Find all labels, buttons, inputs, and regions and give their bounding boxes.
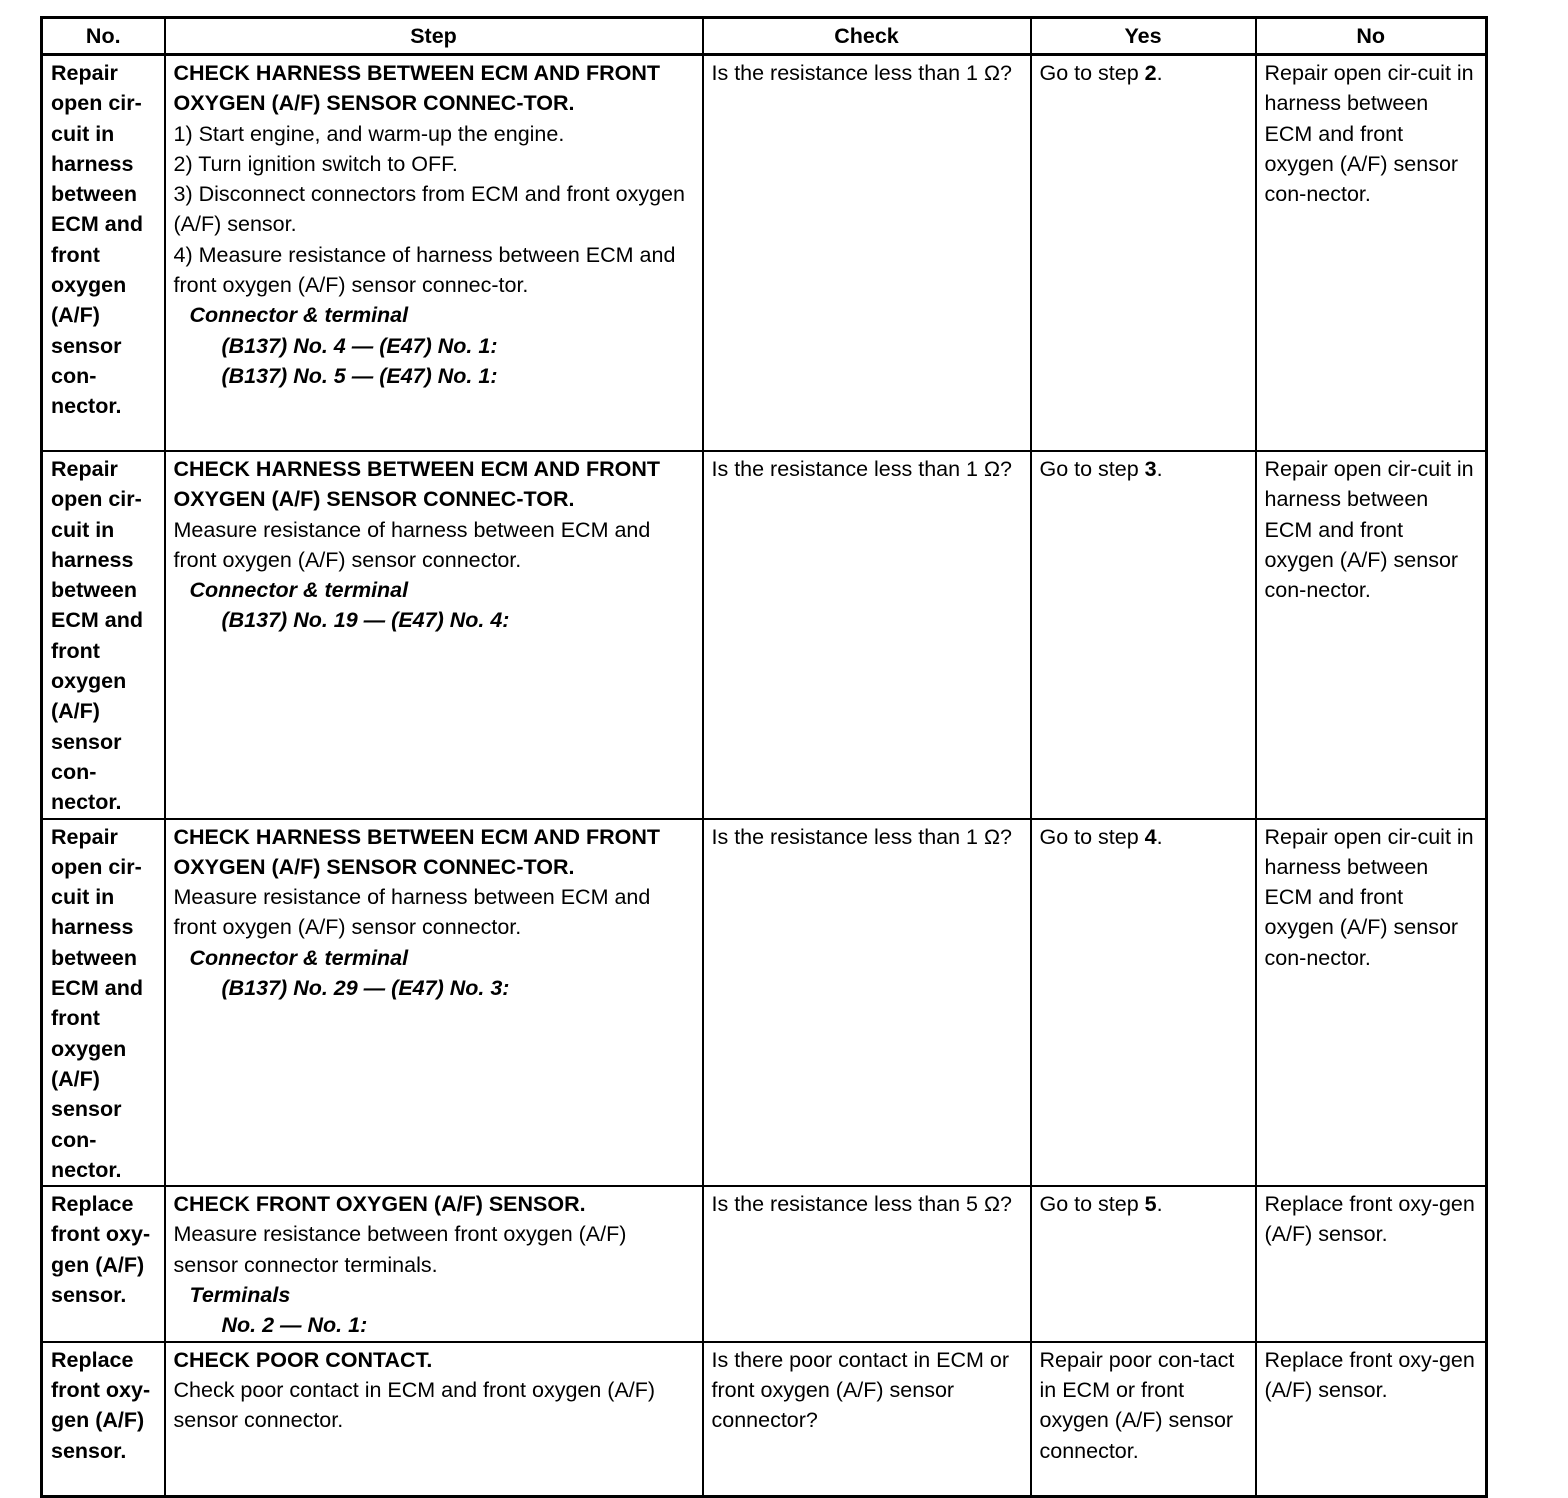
step-instruction: 4) Measure resistance of harness between ECM and front oxygen (A/F) sensor connec-tor.	[173, 242, 676, 298]
terminal-heading: Connector & terminal	[189, 945, 409, 970]
header-no: No.	[42, 18, 165, 55]
terminal-heading: Terminals	[189, 1283, 291, 1308]
yes-cell	[1031, 451, 1256, 819]
step-number: Replace front oxy-gen (A/F) sensor.	[42, 1186, 165, 1341]
terminal-pair: (B137) No. 4 — (E47) No. 1:	[221, 333, 498, 358]
check-cell: Is the resistance less than 5 Ω?	[703, 1186, 1031, 1341]
step-instruction: Measure resistance between front oxygen (A/F) sensor connector terminals.	[173, 1222, 627, 1277]
terminal-heading: Connector & terminal	[189, 578, 409, 603]
table-row	[42, 55, 1487, 452]
step-number: Replace front oxy-gen (A/F) sensor.	[42, 1342, 165, 1497]
yes-suffix: .	[1156, 457, 1163, 481]
yes-step-number: 5	[1144, 1192, 1157, 1217]
step-title: CHECK FRONT OXYGEN (A/F) SENSOR.	[173, 1192, 586, 1217]
header-yes: Yes	[1031, 18, 1256, 55]
yes-cell	[1031, 55, 1256, 452]
step-title: CHECK POOR CONTACT.	[173, 1347, 433, 1372]
yes-suffix: .	[1156, 1192, 1163, 1217]
table-row	[42, 819, 1487, 1187]
step-number: Repair open cir-cuit in harness between ECM and front oxygen (A/F) sensor con-nector.	[42, 55, 165, 452]
no-result-cell: Repair open cir-cuit in harness between ECM and front oxygen (A/F) sensor con-nector.	[1256, 819, 1487, 1187]
header-check: Check	[703, 18, 1031, 55]
step-cell	[165, 451, 703, 819]
table-header-row	[42, 18, 1487, 55]
terminal-pair: (B137) No. 5 — (E47) No. 1:	[221, 363, 498, 388]
step-cell	[165, 1342, 703, 1497]
no-result-cell: Repair open cir-cuit in harness between ECM and front oxygen (A/F) sensor con-nector.	[1256, 451, 1487, 819]
yes-text: Repair poor con-tact in ECM or front oxygen (A/F) sensor connector.	[1039, 1347, 1235, 1463]
diagnostic-table	[40, 16, 1488, 1498]
yes-step-number: 4	[1144, 824, 1157, 849]
yes-step-number: 3	[1144, 457, 1157, 481]
step-title: CHECK HARNESS BETWEEN ECM AND FRONT OXYGEN (A/F) SENSOR CONNEC-TOR.	[173, 457, 661, 512]
table-row	[42, 1342, 1487, 1497]
step-title: CHECK HARNESS BETWEEN ECM AND FRONT OXYGEN (A/F) SENSOR CONNEC-TOR.	[173, 61, 661, 116]
table-body	[42, 55, 1487, 1497]
check-cell: Is the resistance less than 1 Ω?	[703, 819, 1031, 1187]
step-number: Repair open cir-cuit in harness between ECM and front oxygen (A/F) sensor con-nector.	[42, 819, 165, 1187]
check-cell: Is the resistance less than 1 Ω?	[703, 451, 1031, 819]
yes-text: Go to step	[1039, 457, 1145, 481]
header-no-result: No	[1256, 18, 1487, 55]
table-row	[42, 451, 1487, 819]
yes-suffix: .	[1156, 824, 1163, 849]
step-instruction: 1) Start engine, and warm-up the engine.	[173, 121, 565, 146]
yes-cell	[1031, 1342, 1256, 1497]
yes-text: Go to step	[1039, 61, 1145, 85]
step-instruction: Measure resistance of harness between ECM and front oxygen (A/F) sensor connector.	[173, 517, 651, 572]
terminal-pair: (B137) No. 19 — (E47) No. 4:	[221, 608, 510, 633]
check-cell: Is there poor contact in ECM or front oxygen (A/F) sensor connector?	[703, 1342, 1031, 1497]
no-result-cell: Repair open cir-cuit in harness between ECM and front oxygen (A/F) sensor con-nector.	[1256, 55, 1487, 452]
step-cell	[165, 819, 703, 1187]
yes-cell	[1031, 1186, 1256, 1341]
check-cell: Is the resistance less than 1 Ω?	[703, 55, 1031, 452]
yes-suffix: .	[1156, 61, 1163, 85]
step-number: Repair open cir-cuit in harness between ECM and front oxygen (A/F) sensor con-nector.	[42, 451, 165, 819]
table-row	[42, 1186, 1487, 1341]
yes-step-number: 2	[1144, 61, 1157, 85]
terminal-pair: No. 2 — No. 1:	[221, 1313, 368, 1338]
header-step: Step	[165, 18, 703, 55]
step-instruction: 3) Disconnect connectors from ECM and front oxygen (A/F) sensor.	[173, 182, 685, 237]
no-result-cell: Replace front oxy-gen (A/F) sensor.	[1256, 1342, 1487, 1497]
no-result-cell: Replace front oxy-gen (A/F) sensor.	[1256, 1186, 1487, 1341]
step-instruction: Measure resistance of harness between ECM and front oxygen (A/F) sensor connector.	[173, 885, 651, 940]
step-cell	[165, 1186, 703, 1341]
step-title: CHECK HARNESS BETWEEN ECM AND FRONT OXYGEN (A/F) SENSOR CONNEC-TOR.	[173, 824, 661, 879]
yes-cell	[1031, 819, 1256, 1187]
terminal-heading: Connector & terminal	[189, 303, 409, 328]
yes-text: Go to step	[1039, 1192, 1145, 1217]
yes-text: Go to step	[1039, 824, 1145, 849]
terminal-pair: (B137) No. 29 — (E47) No. 3:	[221, 976, 510, 1001]
step-instruction: Check poor contact in ECM and front oxygen (A/F) sensor connector.	[173, 1377, 656, 1433]
step-cell	[165, 55, 703, 452]
step-instruction: 2) Turn ignition switch to OFF.	[173, 151, 458, 176]
